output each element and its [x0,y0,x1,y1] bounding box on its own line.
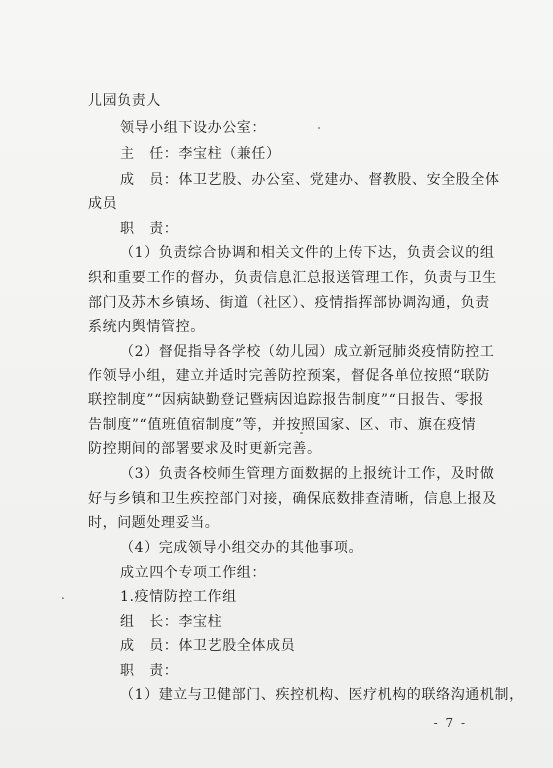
doc-line-22: 组 长：李宝柱 [120,614,223,630]
doc-line-18: 时，问题处理妥当。 [88,515,220,531]
doc-line-4: 成 员：体卫艺股、办公室、党建办、督教股、安全股全体 [120,172,500,188]
doc-line-12: 作领导小组，建立并适时完善防控预案，督促各单位按照“联防 [88,368,490,384]
doc-line-11: （2）督促指导各学校（幼儿园）成立新冠肺炎疫情防控工 [120,344,495,360]
doc-line-20: 成立四个专项工作组： [120,565,266,581]
doc-line-19: （4）完成领导小组交办的其他事项。 [120,540,364,556]
doc-line-15: 防控期间的部署要求及时更新完善。 [88,441,322,457]
doc-line-7: （1）负责综合协调和相关文件的上传下达，负责会议的组 [120,245,495,261]
doc-line-2: 领导小组下设办公室： [120,120,266,136]
doc-line-9: 部门及苏木乡镇场、街道（社区）、疫情指挥部协调沟通，负责 [88,295,490,311]
doc-line-6: 职 责： [120,221,179,237]
doc-line-5: 成员 [88,196,118,212]
page-number: - 7 - [433,716,467,730]
doc-line-13: 联控制度”“因病缺勤登记暨病因追踪报告制度”“日报告、零报 [88,392,485,408]
doc-line-25: （1）建立与卫健部门、疾控机构、医疗机构的联络沟通机制， [120,687,524,703]
doc-line-3: 主 任：李宝柱（兼任） [120,146,281,162]
doc-line-17: 好与乡镇和卫生疾控部门对接，确保底数排查清晰，信息上报及 [88,491,497,507]
doc-line-14: 告制度”“值班值宿制度”等，并按照国家、区、市、旗在疫情 [88,417,477,433]
scan-speck [318,127,320,129]
doc-line-21: 1.疫情防控工作组 [120,589,237,605]
doc-line-1: 儿园负责人 [88,93,161,109]
edge-mark: . [61,588,65,602]
doc-line-8: 织和重要工作的督办，负责信息汇总报送管理工作，负责与卫生 [88,270,497,286]
doc-line-23: 成 员：体卫艺股全体成员 [120,638,296,654]
doc-line-24: 职 责： [120,663,179,679]
doc-line-16: （3）负责各校师生管理方面数据的上报统计工作，及时做 [120,466,495,482]
doc-line-10: 系统内舆情管控。 [88,319,205,335]
